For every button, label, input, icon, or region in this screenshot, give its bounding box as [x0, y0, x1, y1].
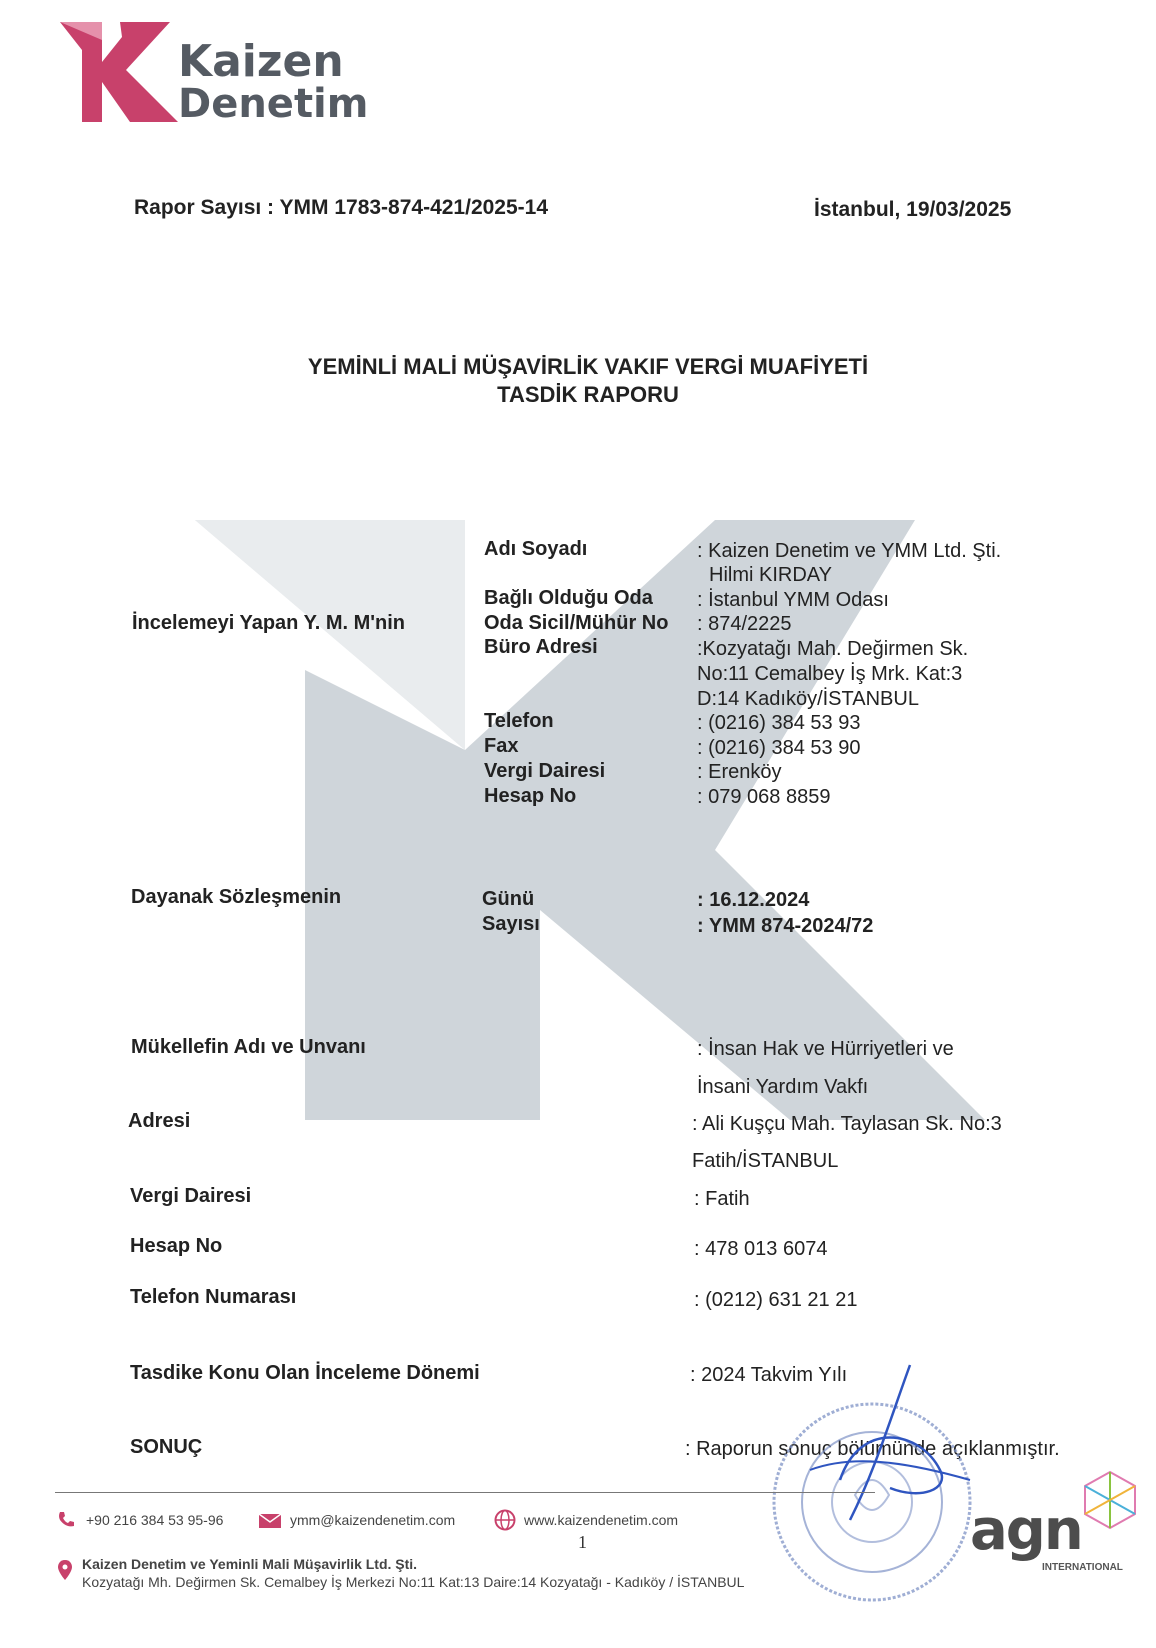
k-logo-mark	[60, 22, 180, 122]
field-value-phone: : (0216) 384 53 93	[697, 712, 861, 734]
field-label-fax: Fax	[484, 735, 519, 757]
field-label-office-address: Büro Adresi	[484, 636, 598, 658]
contract-number-value: : YMM 874-2024/72	[697, 915, 874, 937]
taxpayer-name-label: Mükellefin Adı ve Unvanı	[131, 1036, 366, 1058]
footer-divider	[55, 1492, 875, 1493]
taxpayer-phone-label: Telefon Numarası	[130, 1286, 297, 1308]
mail-icon	[258, 1513, 282, 1529]
report-title-line1: YEMİNLİ MALİ MÜŞAVİRLİK VAKIF VERGİ MUAFİYETİ	[307, 354, 869, 379]
globe-icon	[494, 1509, 516, 1531]
field-label-registry: Oda Sicil/Mühür No	[484, 612, 669, 634]
location-pin-icon	[58, 1560, 72, 1580]
examiner-section-label: İncelemeyi Yapan Y. M. M'nin	[132, 612, 406, 634]
logo-word-denetim: Denetim	[178, 81, 369, 127]
report-title-line2: TASDİK RAPORU	[497, 382, 679, 407]
agn-wordmark: agn	[970, 1498, 1082, 1563]
contract-section-label: Dayanak Sözleşmenin	[131, 886, 342, 908]
taxpayer-name-line1: : İnsan Hak ve Hürriyetleri ve	[697, 1038, 954, 1060]
taxpayer-address-label: Adresi	[128, 1110, 191, 1132]
field-value-address-line3: D:14 Kadıköy/İSTANBUL	[697, 688, 919, 710]
field-value-tax-office: : Erenköy	[697, 761, 782, 783]
contract-date-label: Günü	[482, 888, 535, 910]
result-label: SONUÇ	[130, 1436, 203, 1458]
field-value-account: : 079 068 8859	[697, 786, 831, 808]
footer-company: Kaizen Denetim ve Yeminli Mali Müşavirlik Ltd. Şti.	[82, 1556, 418, 1572]
report-number: Rapor Sayısı : YMM 1783-874-421/2025-14	[134, 196, 549, 219]
taxpayer-phone-value: : (0212) 631 21 21	[694, 1289, 858, 1311]
page-number: 1	[578, 1532, 587, 1552]
result-value: : Raporun sonuç bölümünde açıklanmıştır.	[685, 1438, 1060, 1460]
agn-international-logo	[970, 1470, 1145, 1580]
phone-icon	[56, 1510, 76, 1530]
agn-hexagon-icon	[1082, 1470, 1138, 1530]
field-label-tax-office: Vergi Dairesi	[484, 760, 606, 782]
field-value-name-line2: Hilmi KIRDAY	[709, 564, 832, 586]
taxpayer-name-line2: İnsani Yardım Vakfı	[697, 1076, 869, 1098]
contract-number-label: Sayısı	[482, 913, 540, 935]
agn-sub-label: INTERNATIONAL	[1042, 1562, 1123, 1573]
kaizen-logo	[60, 22, 380, 132]
field-value-fax: : (0216) 384 53 90	[697, 737, 861, 759]
field-value-address-line2: No:11 Cemalbey İş Mrk. Kat:3	[697, 663, 963, 685]
footer-email[interactable]: ymm@kaizendenetim.com	[290, 1512, 456, 1528]
report-place-date: İstanbul, 19/03/2025	[814, 198, 1012, 221]
taxpayer-tax-office-label: Vergi Dairesi	[130, 1185, 252, 1207]
taxpayer-account-label: Hesap No	[130, 1235, 223, 1257]
field-value-name-line1: : Kaizen Denetim ve YMM Ltd. Şti.	[697, 540, 1002, 562]
footer-address: Kozyatağı Mh. Değirmen Sk. Cemalbey İş Merkezi No:11 Kat:13 Daire:14 Kozyatağı - Kadıköy / İSTANBUL	[82, 1574, 745, 1590]
field-value-registry: : 874/2225	[697, 613, 792, 635]
logo-word-kaizen: Kaizen	[178, 36, 344, 87]
field-label-name: Adı Soyadı	[484, 538, 588, 560]
taxpayer-address-line1: : Ali Kuşçu Mah. Taylasan Sk. No:3	[692, 1113, 1002, 1135]
field-value-address-line1: :Kozyatağı Mah. Değirmen Sk.	[697, 638, 969, 660]
contract-date-value: : 16.12.2024	[697, 889, 810, 911]
field-label-phone: Telefon	[484, 710, 554, 732]
handwritten-signature	[770, 1360, 990, 1530]
taxpayer-account-value: : 478 013 6074	[694, 1238, 828, 1260]
field-label-chamber: Bağlı Olduğu Oda	[484, 587, 653, 609]
taxpayer-tax-office-value: : Fatih	[694, 1188, 750, 1210]
review-period-value: : 2024 Takvim Yılı	[690, 1364, 848, 1386]
footer-website[interactable]: www.kaizendenetim.com	[524, 1512, 679, 1528]
field-label-account: Hesap No	[484, 785, 577, 807]
taxpayer-address-line2: Fatih/İSTANBUL	[692, 1150, 839, 1172]
footer-phone: +90 216 384 53 95-96	[86, 1512, 224, 1528]
review-period-label: Tasdike Konu Olan İnceleme Dönemi	[130, 1362, 480, 1384]
field-value-chamber: : İstanbul YMM Odası	[697, 589, 889, 611]
